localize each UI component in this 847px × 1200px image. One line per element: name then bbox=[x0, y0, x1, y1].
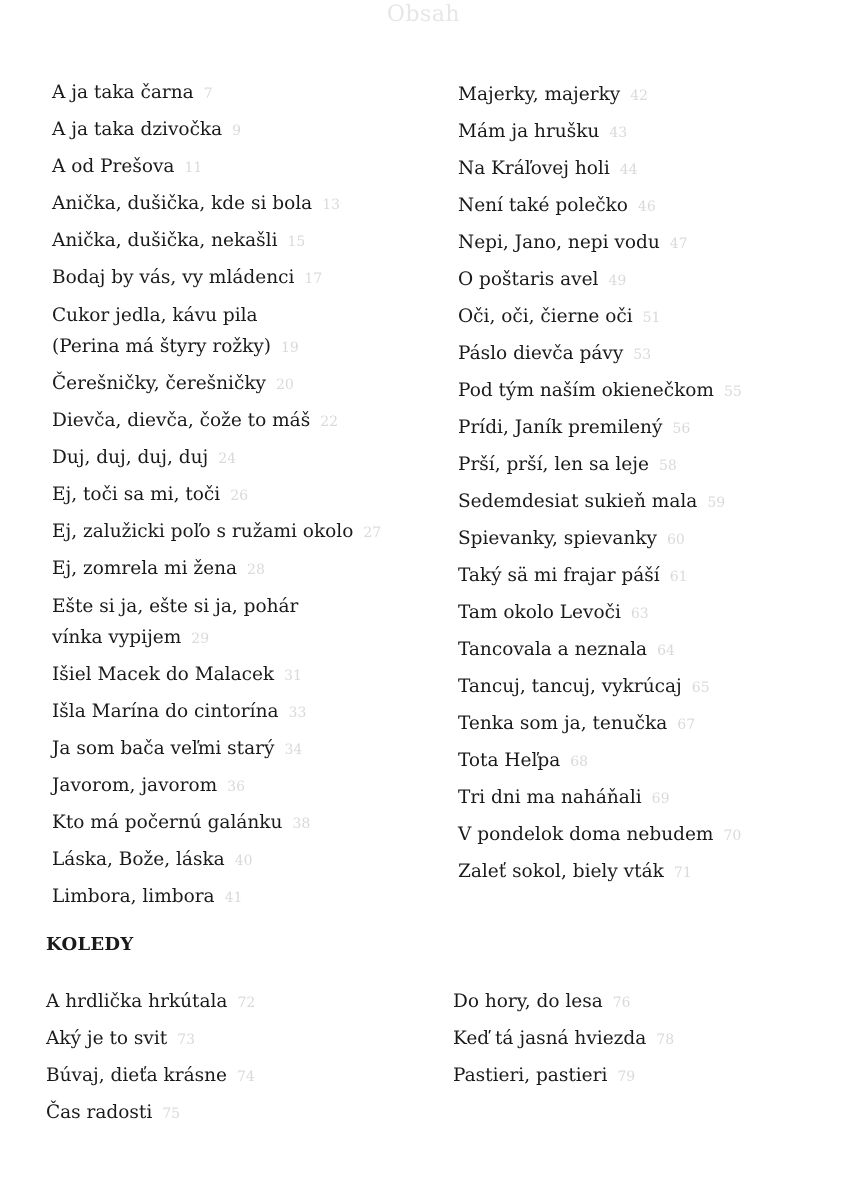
toc-entry[interactable] bbox=[458, 373, 742, 410]
toc-entry-title: A od Prešova bbox=[52, 156, 175, 177]
toc-entry-page: 79 bbox=[617, 1069, 636, 1085]
toc-entry-page: 65 bbox=[691, 680, 710, 696]
toc-entry-title: Limbora, limbora bbox=[52, 886, 215, 907]
toc-entry-title: Čerešničky, čerešničky bbox=[52, 373, 266, 394]
toc-entry[interactable] bbox=[458, 225, 742, 262]
toc-entry[interactable] bbox=[453, 1058, 674, 1095]
toc-entry-page: 63 bbox=[630, 606, 649, 622]
toc-entry[interactable] bbox=[458, 595, 742, 632]
toc-entry-page: 28 bbox=[247, 562, 265, 578]
toc-entry[interactable] bbox=[458, 484, 742, 521]
toc-entry-title: Aký je to svit bbox=[46, 1028, 168, 1049]
toc-entry-title: Tancovala a neznala bbox=[458, 639, 648, 660]
toc-entry-title: Sedemdesiat sukieň mala bbox=[458, 491, 698, 512]
toc-entry-title: Čas radosti bbox=[46, 1102, 153, 1123]
toc-entry[interactable] bbox=[453, 984, 674, 1021]
toc-entry-page: 33 bbox=[288, 705, 307, 721]
toc-entry[interactable] bbox=[458, 262, 742, 299]
toc-entry-page: 78 bbox=[656, 1032, 675, 1048]
toc-entry-page: 72 bbox=[237, 995, 256, 1011]
toc-entry-title: Ej, zomrela mi žena bbox=[52, 558, 238, 579]
toc-entry[interactable] bbox=[458, 521, 742, 558]
section-heading-koledy: KOLEDY bbox=[46, 934, 134, 955]
toc-entry-page: 17 bbox=[304, 271, 323, 287]
toc-entry-page: 7 bbox=[203, 86, 213, 102]
toc-entry-title: Pastieri, pastieri bbox=[453, 1065, 608, 1086]
toc-entry-title: A ja taka dzivočka bbox=[52, 119, 223, 140]
toc-entry[interactable] bbox=[52, 366, 381, 403]
toc-entry-title: Nepi, Jano, nepi vodu bbox=[458, 232, 660, 253]
toc-entry-page: 42 bbox=[630, 88, 649, 104]
toc-entry-page: 13 bbox=[322, 197, 341, 213]
toc-entry-title: Spievanky, spievanky bbox=[458, 528, 658, 549]
toc-column-right bbox=[458, 77, 742, 891]
toc-entry-page: 27 bbox=[363, 525, 382, 541]
toc-entry-title: Išla Marína do cintorína bbox=[52, 701, 279, 722]
toc-entry[interactable] bbox=[458, 780, 742, 817]
toc-entry-page: 61 bbox=[669, 569, 688, 585]
toc-entry-page: 40 bbox=[234, 853, 253, 869]
toc-entry-page: 67 bbox=[677, 717, 696, 733]
toc-entry-title: Javorom, javorom bbox=[52, 775, 218, 796]
toc-entry[interactable] bbox=[52, 551, 381, 588]
toc-entry-page: 44 bbox=[619, 162, 638, 178]
toc-entry-title: Dievča, dievča, čože to máš bbox=[52, 410, 311, 431]
toc-entry-title-line1: Cukor jedla, kávu pila bbox=[52, 305, 258, 326]
toc-entry-title: Láska, Bože, láska bbox=[52, 849, 225, 870]
toc-entry-title: Zaleť sokol, biely vták bbox=[458, 861, 664, 882]
toc-entry-page: 64 bbox=[657, 643, 675, 659]
toc-entry-title: Tota Heľpa bbox=[458, 750, 561, 771]
toc-entry-page: 68 bbox=[570, 754, 589, 770]
toc-entry-title: Prší, prší, len sa leje bbox=[458, 454, 649, 475]
toc-entry-page: 69 bbox=[651, 791, 670, 807]
toc-entry[interactable] bbox=[52, 260, 381, 297]
toc-entry-title: V pondelok doma nebudem bbox=[458, 824, 714, 845]
toc-entry[interactable] bbox=[458, 188, 742, 225]
toc-entry-title: Ej, toči sa mi, toči bbox=[52, 484, 221, 505]
toc-entry-title: Ej, zalužicki poľo s ružami okolo bbox=[52, 521, 354, 542]
toc-entry[interactable] bbox=[52, 112, 381, 149]
toc-column-left bbox=[52, 75, 381, 916]
toc-entry[interactable] bbox=[458, 854, 742, 891]
toc-entry-page: 70 bbox=[723, 828, 742, 844]
toc-entry-page: 34 bbox=[284, 742, 303, 758]
toc-entry[interactable] bbox=[52, 149, 381, 186]
toc-entry-title: A ja taka čarna bbox=[52, 82, 194, 103]
toc-entry-title: Bodaj by vás, vy mládenci bbox=[52, 267, 295, 288]
toc-entry-title-line2: (Perina má štyry rožky) bbox=[52, 336, 271, 357]
toc-entry-page: 31 bbox=[284, 668, 302, 684]
toc-entry[interactable] bbox=[458, 336, 742, 373]
toc-entry-page: 43 bbox=[609, 125, 628, 141]
toc-entry[interactable] bbox=[52, 805, 381, 842]
toc-entry-title: Tam okolo Levoči bbox=[458, 602, 621, 623]
toc-entry-page: 20 bbox=[276, 377, 294, 393]
toc-entry-page: 74 bbox=[236, 1069, 255, 1085]
toc-entry[interactable] bbox=[458, 817, 742, 854]
toc-entry-page: 51 bbox=[642, 310, 661, 326]
toc-entry-title: Ja som bača veľmi starý bbox=[52, 738, 275, 759]
toc-entry-title: Taký sä mi frajar páší bbox=[458, 565, 660, 586]
toc-entry-page: 60 bbox=[667, 532, 685, 548]
toc-entry[interactable] bbox=[52, 588, 381, 657]
toc-entry-page: 15 bbox=[287, 234, 306, 250]
toc-entry-page: 26 bbox=[230, 488, 249, 504]
toc-entry-page: 71 bbox=[673, 865, 692, 881]
toc-entry-title: Duj, duj, duj, duj bbox=[52, 447, 209, 468]
toc-entry[interactable] bbox=[458, 632, 742, 669]
page-header-title: Obsah bbox=[386, 2, 461, 27]
toc-entry[interactable] bbox=[458, 77, 742, 114]
toc-entry[interactable] bbox=[52, 514, 381, 551]
toc-entry[interactable] bbox=[52, 75, 381, 112]
toc-entry[interactable] bbox=[52, 403, 381, 440]
toc-entry-title: Na Kráľovej holi bbox=[458, 158, 610, 179]
toc-entry[interactable] bbox=[46, 1095, 255, 1132]
toc-entry-title: A hrdlička hrkútala bbox=[46, 991, 228, 1012]
toc-entry[interactable] bbox=[458, 151, 742, 188]
toc-entry-page: 49 bbox=[608, 273, 627, 289]
toc-entry-title: Není také polečko bbox=[458, 195, 628, 216]
toc-entry-page: 75 bbox=[162, 1106, 181, 1122]
toc-entry-title: Tenka som ja, tenučka bbox=[458, 713, 668, 734]
toc-entry-page: 36 bbox=[227, 779, 246, 795]
toc-entry-title: Oči, oči, čierne oči bbox=[458, 306, 633, 327]
toc-entry[interactable] bbox=[52, 842, 381, 879]
toc-entry[interactable] bbox=[458, 114, 742, 151]
toc-entry[interactable] bbox=[52, 768, 381, 805]
toc-entry-page: 24 bbox=[218, 451, 237, 467]
toc-entry[interactable] bbox=[52, 731, 381, 768]
toc-entry-title: Kto má počernú galánku bbox=[52, 812, 283, 833]
toc-entry[interactable] bbox=[52, 440, 381, 477]
toc-entry[interactable] bbox=[52, 186, 381, 223]
toc-entry-title: Do hory, do lesa bbox=[453, 991, 603, 1012]
toc-entry-title-line1: Ešte si ja, ešte si ja, pohár bbox=[52, 596, 299, 617]
koledy-column-right bbox=[453, 984, 674, 1095]
toc-entry-page: 59 bbox=[707, 495, 726, 511]
koledy-column-left bbox=[46, 984, 255, 1132]
toc-entry-page: 19 bbox=[280, 340, 299, 356]
toc-entry[interactable] bbox=[52, 879, 381, 916]
toc-entry-title: Pod tým naším okienečkom bbox=[458, 380, 714, 401]
toc-entry[interactable] bbox=[458, 743, 742, 780]
toc-entry-title: Anička, dušička, nekašli bbox=[52, 230, 278, 251]
toc-entry[interactable] bbox=[458, 669, 742, 706]
toc-entry-title: Keď tá jasná hviezda bbox=[453, 1028, 647, 1049]
toc-entry-page: 46 bbox=[637, 199, 656, 215]
toc-entry[interactable] bbox=[52, 297, 381, 366]
toc-entry-title-line2: vínka vypijem bbox=[52, 627, 182, 648]
toc-entry-title: Tri dni ma naháňali bbox=[458, 787, 642, 808]
toc-entry[interactable] bbox=[52, 477, 381, 514]
toc-entry-page: 56 bbox=[672, 421, 691, 437]
toc-entry-page: 58 bbox=[658, 458, 677, 474]
toc-entry-page: 29 bbox=[191, 631, 210, 647]
toc-entry-title: Tancuj, tancuj, vykrúcaj bbox=[458, 676, 682, 697]
toc-entry[interactable] bbox=[458, 299, 742, 336]
toc-entry-title: Majerky, majerky bbox=[458, 84, 621, 105]
toc-entry[interactable] bbox=[458, 410, 742, 447]
toc-entry-page: 55 bbox=[723, 384, 742, 400]
toc-entry-page: 41 bbox=[224, 890, 243, 906]
toc-entry-page: 38 bbox=[292, 816, 311, 832]
toc-entry-title: Išiel Macek do Malacek bbox=[52, 664, 275, 685]
toc-entry-title: Búvaj, dieťa krásne bbox=[46, 1065, 227, 1086]
toc-entry[interactable] bbox=[46, 1021, 255, 1058]
toc-entry[interactable] bbox=[458, 706, 742, 743]
toc-entry-title: Páslo dievča pávy bbox=[458, 343, 624, 364]
toc-entry[interactable] bbox=[52, 223, 381, 260]
toc-entry[interactable] bbox=[46, 1058, 255, 1095]
toc-entry-title: O poštaris avel bbox=[458, 269, 599, 290]
toc-entry-title: Anička, dušička, kde si bola bbox=[52, 193, 313, 214]
toc-entry[interactable] bbox=[458, 558, 742, 595]
toc-entry-title: Prídi, Janík premilený bbox=[458, 417, 663, 438]
toc-entry[interactable] bbox=[46, 984, 255, 1021]
toc-entry[interactable] bbox=[52, 657, 381, 694]
toc-entry[interactable] bbox=[458, 447, 742, 484]
toc-entry-page: 11 bbox=[184, 160, 203, 176]
toc-entry-page: 53 bbox=[633, 347, 652, 363]
toc-entry-page: 47 bbox=[669, 236, 688, 252]
toc-entry-page: 76 bbox=[612, 995, 631, 1011]
toc-entry-page: 9 bbox=[232, 123, 242, 139]
toc-entry[interactable] bbox=[453, 1021, 674, 1058]
toc-entry-page: 73 bbox=[177, 1032, 196, 1048]
toc-entry-title: Mám ja hrušku bbox=[458, 121, 600, 142]
toc-entry-page: 22 bbox=[320, 414, 339, 430]
toc-entry[interactable] bbox=[52, 694, 381, 731]
